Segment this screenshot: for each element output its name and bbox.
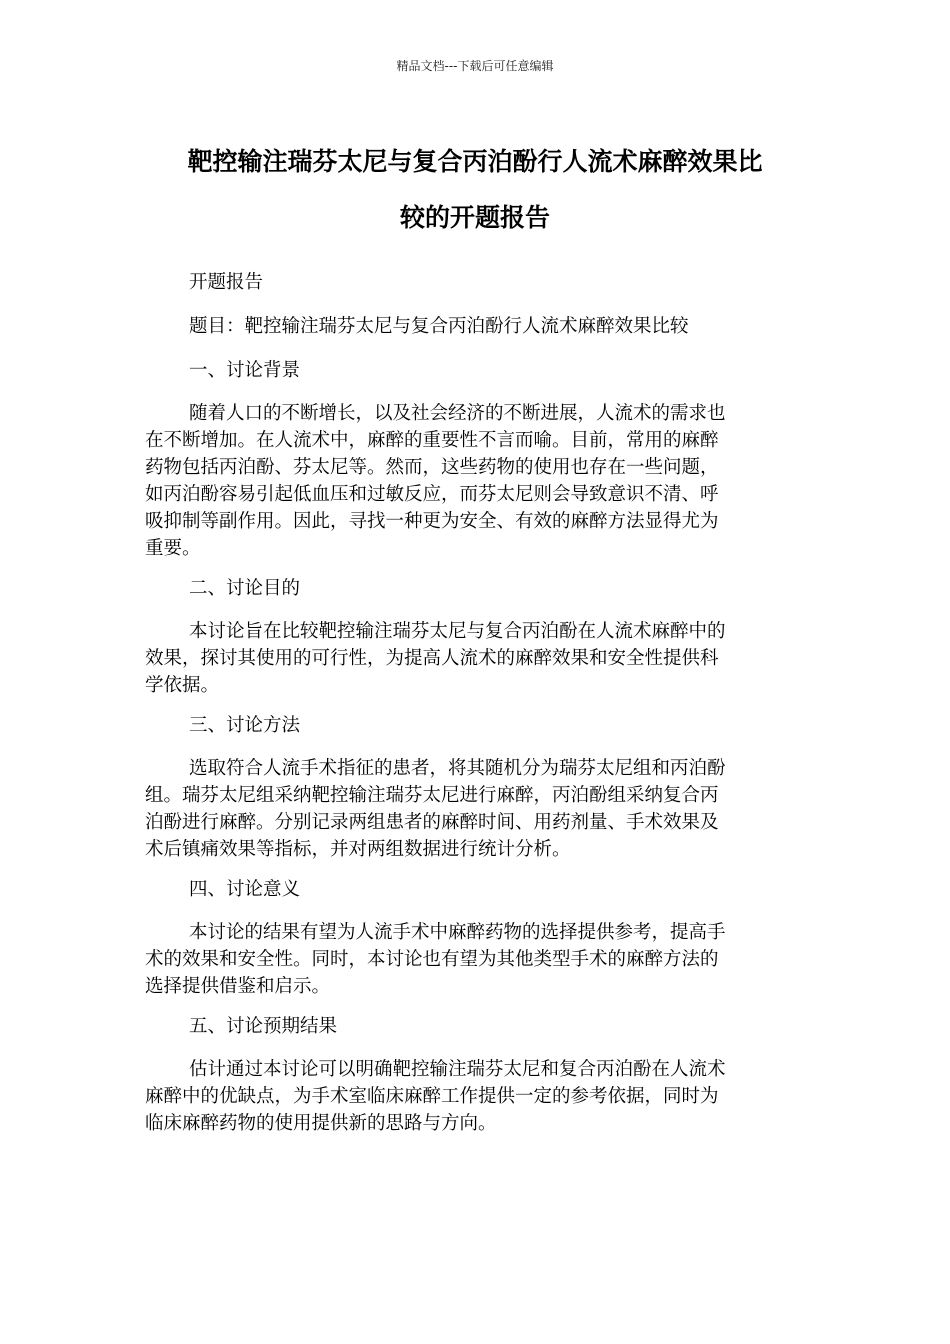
paragraph-line: 临床麻醉药物的使用提供新的思路与方向。 (145, 1113, 497, 1134)
paragraph-line: 估计通过本讨论可以明确靶控输注瑞芬太尼和复合丙泊酚在人流术 (189, 1059, 726, 1080)
topic-line: 题目：靶控输注瑞芬太尼与复合丙泊酚行人流术麻醉效果比较 (189, 316, 689, 337)
section-heading-background: 一、讨论背景 (189, 360, 301, 381)
title-line-2: 较的开题报告 (399, 203, 550, 232)
paragraph-line: 泊酚进行麻醉。分别记录两组患者的麻醉时间、用药剂量、手术效果及 (145, 812, 719, 833)
section-heading-significance: 四、讨论意义 (189, 879, 301, 900)
section-heading-method: 三、讨论方法 (189, 715, 301, 736)
paragraph-line: 效果，探讨其使用的可行性，为提高人流术的麻醉效果和安全性提供科 (145, 648, 719, 669)
header-note: 精品文档---下载后可任意编辑 (396, 59, 554, 73)
document-title (140, 134, 810, 246)
paragraph-line: 选择提供借鉴和启示。 (145, 976, 331, 997)
paragraph-line: 本讨论旨在比较靶控输注瑞芬太尼与复合丙泊酚在人流术麻醉中的 (189, 621, 726, 642)
section-paragraph-background (145, 400, 795, 562)
title-line-1: 靶控输注瑞芬太尼与复合丙泊酚行人流术麻醉效果比 (187, 147, 763, 176)
paragraph-line: 随着人口的不断增长，以及社会经济的不断进展，人流术的需求也 (189, 403, 726, 424)
report-label: 开题报告 (189, 272, 264, 293)
paragraph-line: 学依据。 (145, 675, 220, 696)
paragraph-line: 选取符合人流手术指征的患者，将其随机分为瑞芬太尼组和丙泊酚 (189, 758, 726, 779)
paragraph-line: 麻醉中的优缺点，为手术室临床麻醉工作提供一定的参考依据，同时为 (145, 1086, 719, 1107)
section-heading-purpose: 二、讨论目的 (189, 578, 301, 599)
paragraph-line: 术后镇痛效果等指标，并对两组数据进行统计分析。 (145, 839, 571, 860)
paragraph-line: 术的效果和安全性。同时，本讨论也有望为其他类型手术的麻醉方法的 (145, 949, 719, 970)
paragraph-line: 重要。 (145, 538, 201, 559)
section-paragraph-expected-results (145, 1056, 795, 1137)
paragraph-line: 药物包括丙泊酚、芬太尼等。然而，这些药物的使用也存在一些问题， (145, 457, 719, 478)
document-body (145, 268, 795, 1149)
paragraph-line: 在不断增加。在人流术中，麻醉的重要性不言而喻。目前，常用的麻醉 (145, 430, 719, 451)
paragraph-line: 吸抑制等副作用。因此，寻找一种更为安全、有效的麻醉方法显得尤为 (145, 511, 719, 532)
paragraph-line: 如丙泊酚容易引起低血压和过敏反应，而芬太尼则会导致意识不清、呼 (145, 484, 719, 505)
section-paragraph-method (145, 755, 795, 863)
section-paragraph-purpose (145, 618, 795, 699)
section-paragraph-significance (145, 919, 795, 1000)
paragraph-line: 组。瑞芬太尼组采纳靶控输注瑞芬太尼进行麻醉，丙泊酚组采纳复合丙 (145, 785, 719, 806)
section-heading-expected-results: 五、讨论预期结果 (189, 1016, 338, 1037)
paragraph-line: 本讨论的结果有望为人流手术中麻醉药物的选择提供参考，提高手 (189, 922, 726, 943)
